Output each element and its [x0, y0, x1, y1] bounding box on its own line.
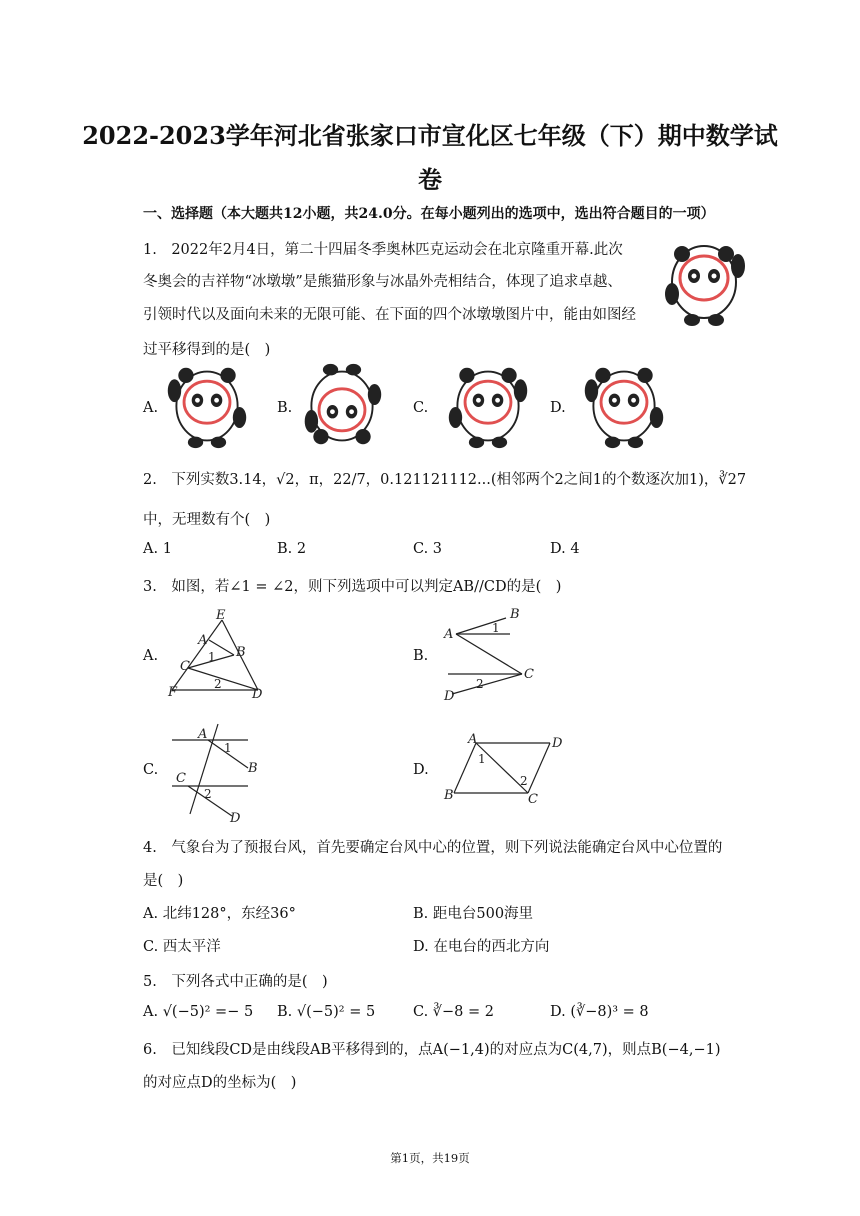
q1-line-4: 过平移得到的是( ) [143, 342, 271, 358]
mascot-reference-image [660, 236, 752, 328]
svg-text:B: B [510, 607, 520, 622]
q5-option-c: C. ∛−8 = 2 [413, 1004, 495, 1020]
q4-line-1: 4. 气象台为了预报台风，首先要确定台风中心的位置，则下列说法能确定台风中心位置的 [143, 840, 723, 856]
q2-option-b: B. 2 [277, 541, 307, 557]
q2-option-a: A. 1 [143, 541, 172, 557]
mascot-option-a-image [163, 362, 251, 450]
svg-text:C: C [176, 771, 186, 786]
q1-option-a-label: A. [143, 400, 159, 416]
mascot-option-d-image [580, 362, 668, 450]
svg-text:1: 1 [208, 650, 216, 664]
svg-text:2: 2 [214, 677, 222, 691]
q1-line-2: 冬奥会的吉祥物“冰墩墩”是熊猫形象与冰晶外壳相结合，体现了追求卓越、 [143, 274, 622, 290]
q4-option-d: D. 在电台的西北方向 [413, 939, 550, 955]
svg-text:A: A [468, 733, 478, 747]
svg-text:A: A [198, 727, 208, 742]
q2-line-2: 中，无理数有个( ) [143, 512, 271, 528]
q3-option-c-label: C. [143, 762, 159, 778]
svg-text:1: 1 [492, 621, 500, 635]
svg-text:D: D [552, 736, 563, 751]
section-heading: 一、选择题（本大题共12小题，共24.0分。在每小题列出的选项中，选出符合题目的一项） [143, 206, 715, 222]
page-title: 2022-2023学年河北省张家口市宣化区七年级（下）期中数学试 [82, 121, 778, 150]
q3-figure-b [442, 606, 544, 702]
q3-option-d-label: D. [413, 762, 429, 778]
svg-text:A: A [198, 633, 208, 648]
q3-figure-c [168, 722, 280, 824]
svg-text:C: C [524, 667, 534, 682]
svg-text:2: 2 [520, 774, 528, 788]
q5-option-d: D. (∛−8)³ = 8 [550, 1004, 649, 1020]
svg-text:C: C [528, 792, 538, 807]
q4-option-c: C. 西太平洋 [143, 939, 221, 955]
q1-line-3: 引领时代以及面向未来的无限可能、在下面的四个冰墩墩图片中，能由如图经 [143, 307, 636, 323]
page-title-cont: 卷 [418, 165, 442, 194]
q3-figure-a [164, 608, 276, 700]
svg-text:D: D [444, 689, 455, 702]
svg-text:B: B [444, 788, 454, 803]
q6-line-2: 的对应点D的坐标为( ) [143, 1075, 297, 1091]
q2-line-1: 2. 下列实数3.14，√2，π，22/7，0.121121112...(相邻两个2之间1的个数逐次加1)，∛27 [143, 472, 747, 488]
mascot-option-c-image [444, 362, 532, 450]
svg-text:A: A [444, 627, 454, 642]
q4-option-a: A. 北纬128°，东经36° [143, 906, 296, 922]
svg-text:B: B [236, 645, 246, 660]
q3-option-a-label: A. [143, 648, 159, 664]
q5-option-b: B. √(−5)² = 5 [277, 1004, 376, 1020]
q1-option-d-label: D. [550, 400, 566, 416]
q6-line-1: 6. 已知线段CD是由线段AB平移得到的，点A(−1,4)的对应点为C(4,7)，则点B(−4,−1) [143, 1042, 721, 1058]
q5-option-a: A. √(−5)² =− 5 [143, 1004, 254, 1020]
q3-option-b-label: B. [413, 648, 429, 664]
svg-text:2: 2 [476, 677, 484, 691]
svg-text:2: 2 [204, 787, 212, 801]
q4-option-b: B. 距电台500海里 [413, 906, 534, 922]
svg-text:1: 1 [224, 741, 232, 755]
q1-option-c-label: C. [413, 400, 429, 416]
q3-figure-d [440, 733, 568, 807]
svg-text:F: F [168, 685, 178, 700]
q2-option-d: D. 4 [550, 541, 580, 557]
q3-line-1: 3. 如图，若∠1 = ∠2，则下列选项中可以判定AB//CD的是( ) [143, 579, 562, 595]
page-footer: 第1页，共19页 [390, 1151, 470, 1165]
mascot-option-b-image [298, 362, 386, 450]
q1-line-1: 1. 2022年2月4日，第二十四届冬季奥林匹克运动会在北京隆重开幕.此次 [143, 242, 623, 258]
svg-text:E: E [216, 608, 226, 623]
q4-line-2: 是( ) [143, 873, 184, 889]
svg-text:1: 1 [478, 752, 486, 766]
q5-line-1: 5. 下列各式中正确的是( ) [143, 974, 328, 990]
svg-text:D: D [252, 687, 263, 700]
svg-text:D: D [230, 811, 241, 824]
q2-option-c: C. 3 [413, 541, 443, 557]
svg-text:B: B [248, 761, 258, 776]
q1-option-b-label: B. [277, 400, 293, 416]
svg-text:C: C [180, 659, 190, 674]
